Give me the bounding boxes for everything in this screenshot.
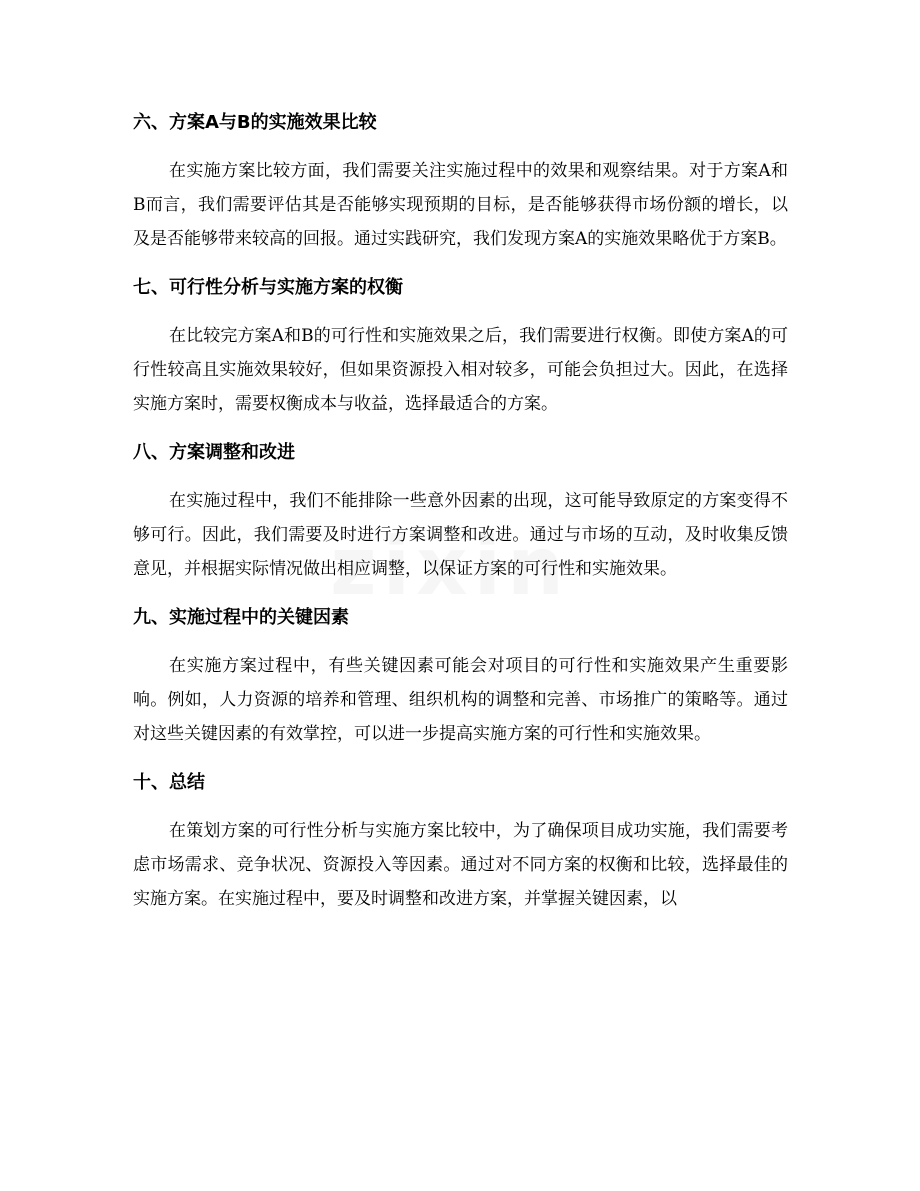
section-8 — [133, 436, 788, 586]
section-paragraph: 在策划方案的可行性分析与实施方案比较中，为了确保项目成功实施，我们需要考虑市场需求、竞争状况、资源投入等因素。通过对不同方案的权衡和比较，选择最佳的实施方案。在实施过程中，要及时调整和改进方案，并掌握关键因素，以 — [133, 821, 788, 909]
section-heading: 七、可行性分析与实施方案的权衡 — [133, 277, 403, 298]
section-heading: 十、总结 — [133, 772, 205, 793]
section-paragraph: 在实施方案过程中，有些关键因素可能会对项目的可行性和实施效果产生重要影响。例如，人力资源的培养和管理、组织机构的调整和完善、市场推广的策略等。通过对这些关键因素的有效掌控，可以进一步提高实施方案的可行性和实施效果。 — [133, 656, 788, 744]
section-6 — [133, 106, 788, 256]
section-heading: 六、方案A与B的实施效果比较 — [133, 112, 377, 133]
section-paragraph: 在比较完方案A和B的可行性和实施效果之后，我们需要进行权衡。即使方案A的可行性较高且实施效果较好，但如果资源投入相对较多，可能会负担过大。因此，在选择实施方案时，需要权衡成本与收益，选择最适合的方案。 — [133, 326, 788, 414]
section-9 — [133, 601, 788, 751]
section-heading: 八、方案调整和改进 — [133, 442, 295, 463]
section-7 — [133, 271, 788, 421]
section-paragraph: 在实施过程中，我们不能排除一些意外因素的出现，这可能导致原定的方案变得不够可行。因此，我们需要及时进行方案调整和改进。通过与市场的互动，及时收集反馈意见，并根据实际情况做出相应调整，以保证方案的可行性和实施效果。 — [133, 491, 788, 579]
section-heading: 九、实施过程中的关键因素 — [133, 607, 349, 628]
document-body — [133, 106, 788, 916]
section-paragraph: 在实施方案比较方面，我们需要关注实施过程中的效果和观察结果。对于方案A和B而言，我们需要评估其是否能够实现预期的目标，是否能够获得市场份额的增长，以及是否能够带来较高的回报。通过实践研究，我们发现方案A的实施效果略优于方案B。 — [133, 161, 788, 249]
section-10 — [133, 766, 788, 916]
